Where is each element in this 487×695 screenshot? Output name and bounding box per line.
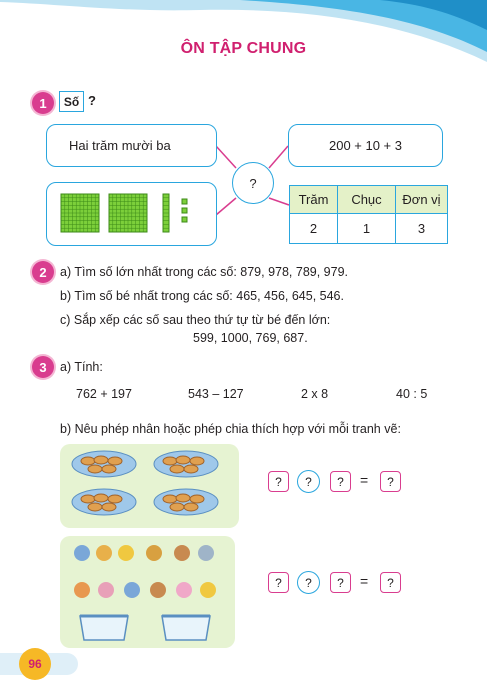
plate — [154, 489, 218, 515]
eq1-operator-circle: ? — [297, 470, 320, 493]
page-number: 96 — [19, 648, 51, 680]
exercise-2-number: 2 — [32, 261, 54, 283]
exercise-3-number: 3 — [32, 356, 54, 378]
place-value-table — [289, 185, 448, 244]
ex2-part-c: c) Sắp xếp các số sau theo thứ tự từ bé đến lớn: — [60, 313, 331, 327]
value-chuc: 1 — [338, 214, 396, 244]
toys-baskets-picture — [60, 536, 235, 648]
basket — [80, 616, 128, 640]
eq1-result-box: ? — [380, 471, 401, 492]
calc-2: 543 – 127 — [188, 387, 244, 401]
header-chuc: Chục — [338, 186, 396, 214]
base-ten-blocks-illustration — [47, 182, 216, 246]
ex2-part-b: b) Tìm số bé nhất trong các số: 465, 456, 645, 546. — [60, 289, 344, 303]
ten-rod — [163, 194, 169, 232]
eq2-operator-circle: ? — [297, 571, 320, 594]
toys-baskets-illustration — [60, 536, 235, 648]
base-ten-blocks-box — [46, 182, 217, 246]
eq1-box-2: ? — [330, 471, 351, 492]
eq2-box-1: ? — [268, 572, 289, 593]
words-box — [46, 124, 217, 167]
so-label-box: Số — [59, 91, 84, 112]
eq2-result-box: ? — [380, 572, 401, 593]
hundred-block-2 — [109, 194, 147, 232]
eq1-equals: = — [360, 472, 369, 488]
plate — [72, 451, 136, 477]
header-tram: Trăm — [290, 186, 338, 214]
page-title: ÔN TẬP CHUNG — [180, 40, 307, 57]
expanded-form-box — [288, 124, 443, 167]
exercise-1-number: 1 — [32, 92, 54, 114]
calc-3: 2 x 8 — [301, 387, 329, 401]
toy-row-1 — [74, 545, 214, 561]
plate — [72, 489, 136, 515]
hundred-block-1 — [61, 194, 99, 232]
bread-plates-illustration — [60, 444, 239, 528]
header-don-vi: Đơn vị — [396, 186, 448, 214]
value-don-vi: 3 — [396, 214, 448, 244]
so-question-mark: ? — [88, 93, 96, 108]
unit-cubes — [182, 199, 187, 222]
ex3-part-b-label: b) Nêu phép nhân hoặc phép chia thích hợp với mỗi tranh vẽ: — [60, 422, 401, 436]
plate — [154, 451, 218, 477]
ex3-part-a-label: a) Tính: — [60, 360, 103, 374]
expanded-form: 200 + 10 + 3 — [328, 138, 402, 153]
eq2-box-2: ? — [330, 572, 351, 593]
value-tram: 2 — [290, 214, 338, 244]
calc-1: 762 + 197 — [76, 387, 132, 401]
bread-plates-picture — [60, 444, 239, 528]
ex2-part-c-numbers: 599, 1000, 769, 687. — [193, 331, 308, 345]
number-in-words: Hai trăm mười ba — [69, 138, 171, 153]
center-question-circle: ? — [232, 162, 274, 204]
toy-row-2 — [74, 582, 216, 598]
eq1-box-1: ? — [268, 471, 289, 492]
basket — [162, 616, 210, 640]
ex2-part-a: a) Tìm số lớn nhất trong các số: 879, 978, 789, 979. — [60, 265, 349, 279]
calc-4: 40 : 5 — [396, 387, 428, 401]
eq2-equals: = — [360, 573, 369, 589]
